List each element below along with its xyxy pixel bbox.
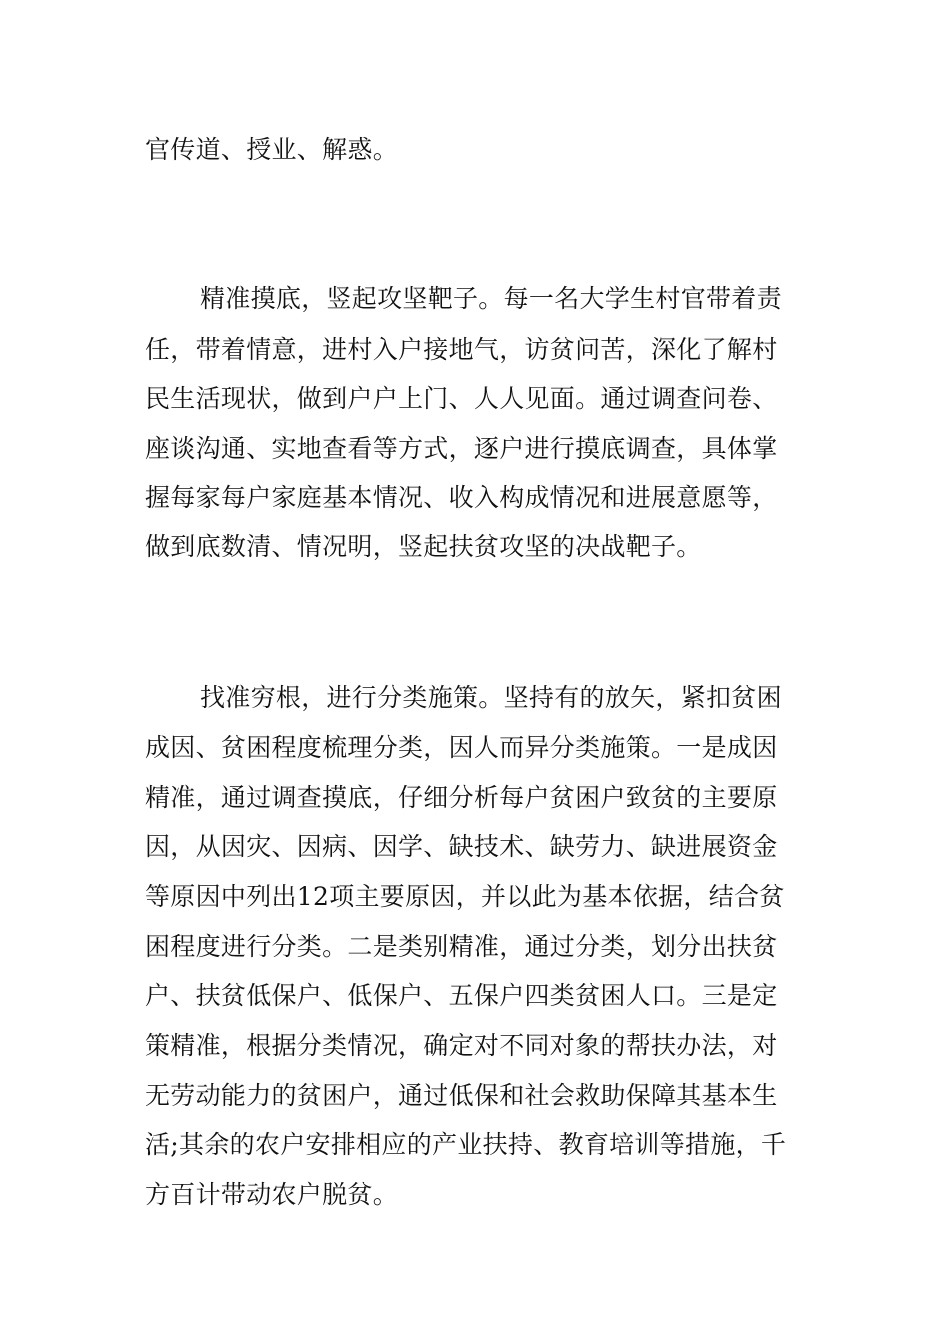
paragraph-2-line-7: 户、扶贫低保户、低保户、五保户四类贫困人口。三是定 — [145, 981, 778, 1010]
paragraph-2-line-1: 找准穷根，进行分类施策。坚持有的放矢，紧扣贫困 — [200, 683, 782, 712]
paragraph-2-line-5: 等原因中列出12项主要原因，并以此为基本依据，结合贫 — [145, 882, 785, 911]
paragraph-1-line-3: 民生活现状，做到户户上门、人人见面。通过调查问卷、 — [145, 384, 778, 413]
paragraph-1-line-1: 精准摸底，竖起攻坚靶子。每一名大学生村官带着责 — [200, 284, 782, 313]
paragraph-2-line-2: 成因、贫困程度梳理分类，因人而异分类施策。一是成因 — [145, 733, 778, 762]
paragraph-2-line-8: 策精准，根据分类情况，确定对不同对象的帮扶办法，对 — [145, 1031, 778, 1060]
paragraph-2-line-10: 活;其余的农户安排相应的产业扶持、教育培训等措施，千 — [145, 1130, 787, 1159]
paragraph-2-line-3: 精准，通过调查摸底，仔细分析每户贫困户致贫的主要原 — [145, 783, 778, 812]
paragraph-1-line-5: 握每家每户家庭基本情况、收入构成情况和进展意愿等， — [145, 483, 778, 512]
paragraph-1-line-4: 座谈沟通、实地查看等方式，逐户进行摸底调查，具体掌 — [145, 434, 778, 463]
paragraph-1-line-6: 做到底数清、情况明，竖起扶贫攻坚的决战靶子。 — [145, 532, 702, 561]
paragraph-2-line-4: 因，从因灾、因病、因学、缺技术、缺劳力、缺进展资金 — [145, 832, 778, 861]
paragraph-0-line-1: 官传道、授业、解惑。 — [145, 135, 399, 164]
paragraph-2-line-6: 困程度进行分类。二是类别精准，通过分类，划分出扶贫 — [145, 932, 778, 961]
paragraph-2-line-11: 方百计带动农户脱贫。 — [145, 1180, 399, 1209]
paragraph-2-line-9: 无劳动能力的贫困户，通过低保和社会救助保障其基本生 — [145, 1081, 778, 1110]
paragraph-1-line-2: 任，带着情意，进村入户接地气，访贫问苦，深化了解村 — [145, 335, 778, 364]
